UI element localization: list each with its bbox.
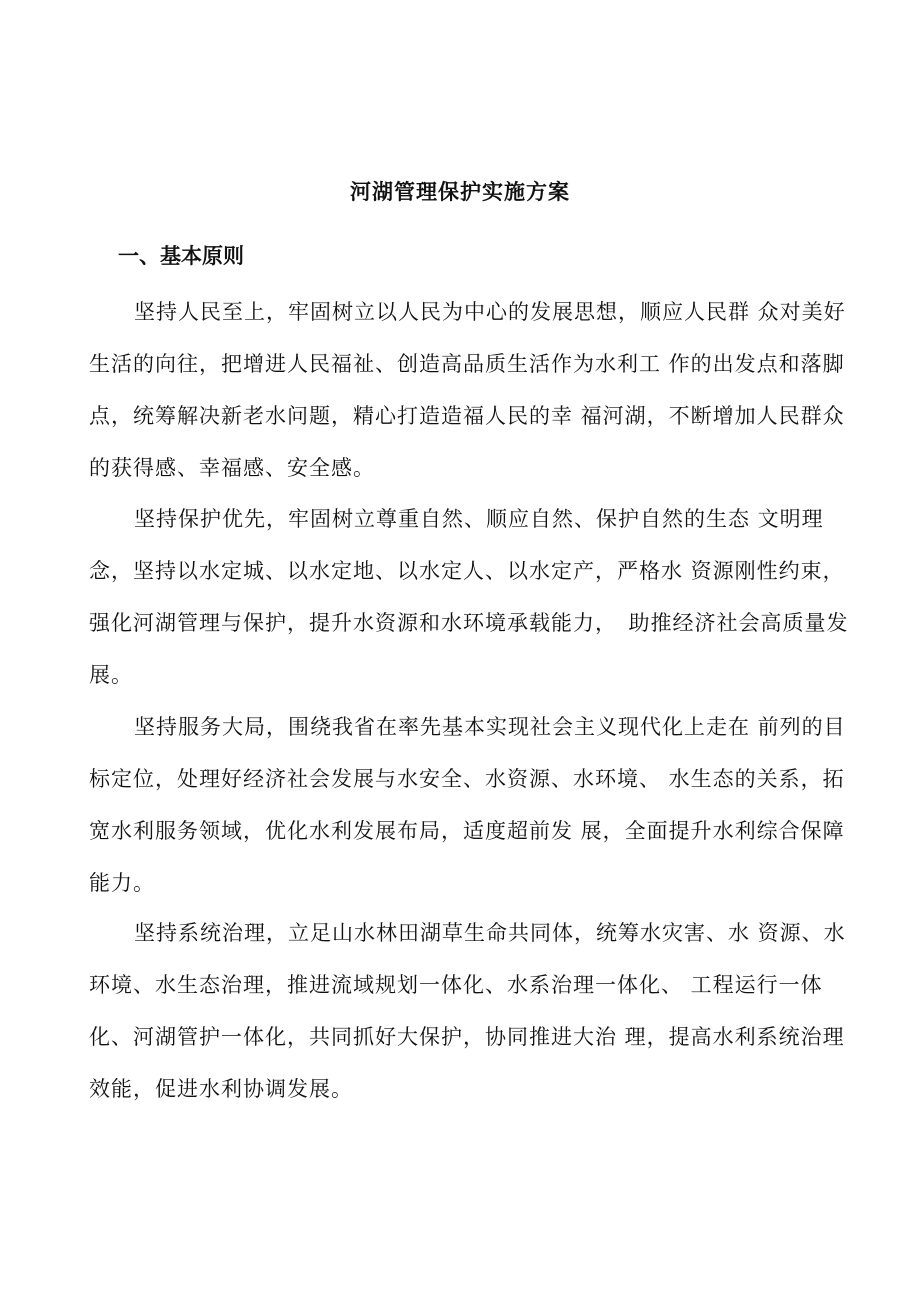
section-heading: 一、基本原则: [118, 243, 244, 268]
paragraph-system-governance: 坚持系统治理，立足山水林田湖草生命共同体，统筹水灾害、水 资源、水环境、水生态治理，推进流域规划一体化、水系治理一体化、 工程运行一体化、河湖管护一体化，共同抓好大保护，协同推进大治 理，提高水利系统治理效能，促进水利协调发展。: [89, 921, 846, 1101]
document-title: 河湖管理保护实施方案: [350, 179, 570, 204]
paragraph-people-first: 坚持人民至上，牢固树立以人民为中心的发展思想，顺应人民群 众对美好生活的向往，把增进人民福祉、创造高品质生活作为水利工 作的出发点和落脚点，统筹解决新老水问题，精心打造造福人民的幸 福河湖，不断增加人民群众的获得感、幸福感、安全感。: [89, 300, 846, 480]
paragraph-serve-overall: 坚持服务大局，围绕我省在率先基本实现社会主义现代化上走在 前列的目标定位，处理好经济社会发展与水安全、水资源、水环境、 水生态的关系，拓宽水利服务领域，优化水利发展布局，适度超前发 展，全面提升水利综合保障能力。: [89, 715, 846, 895]
paragraph-protection-first: 坚持保护优先，牢固树立尊重自然、顺应自然、保护自然的生态 文明理念，坚持以水定城、以水定地、以水定人、以水定产，严格水 资源刚性约束，强化河湖管理与保护，提升水资源和水环境承载能力， 助推经济社会高质量发展。: [89, 507, 849, 687]
